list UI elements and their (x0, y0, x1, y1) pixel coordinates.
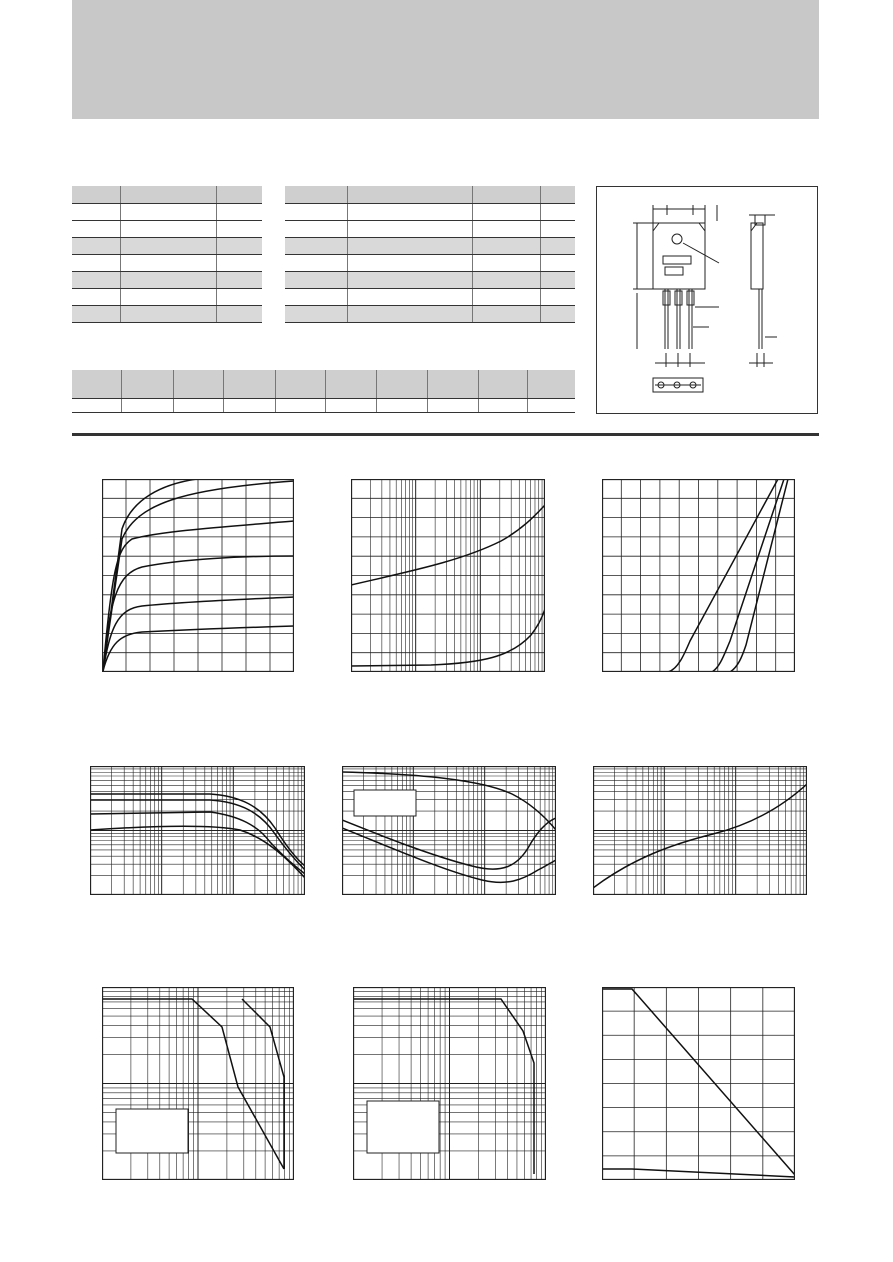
chart-2 (351, 479, 545, 672)
table-row (72, 288, 262, 305)
spec-table-bottom (72, 370, 575, 413)
chart-1-plot (102, 479, 294, 672)
chart-8-plot (353, 987, 546, 1180)
spec-table-middle (285, 186, 575, 323)
curve-2 (351, 609, 545, 666)
chart-2-plot (351, 479, 545, 672)
chart-8 (353, 987, 546, 1180)
curve-1 (351, 505, 545, 585)
curve-4 (103, 556, 294, 671)
spec-table-left (72, 186, 262, 323)
curve-6 (103, 626, 294, 671)
table-row (285, 186, 575, 203)
chart-3 (602, 479, 795, 672)
package-side-view (751, 223, 763, 289)
table-row (285, 305, 575, 322)
chart-6 (593, 766, 807, 895)
table-row (285, 220, 575, 237)
mounting-hole (672, 234, 682, 244)
table-row (285, 237, 575, 254)
legend-box (354, 790, 416, 816)
chart-1 (102, 479, 294, 672)
package-drawing (597, 187, 817, 413)
chart-4 (90, 766, 305, 895)
table-row (72, 203, 262, 220)
package-outline (596, 186, 818, 414)
legend-box (367, 1101, 439, 1153)
table-row (72, 398, 575, 412)
table-row (72, 237, 262, 254)
section-divider (72, 433, 819, 436)
table-row (285, 288, 575, 305)
chart-3-plot (602, 479, 795, 672)
chart-4-plot (90, 766, 305, 895)
curve-3 (342, 828, 556, 882)
chart-6-plot (593, 766, 807, 895)
table-row (72, 220, 262, 237)
table-row (285, 203, 575, 220)
curve-2 (90, 800, 305, 870)
curve-2 (103, 481, 294, 671)
chart-7-plot (102, 987, 294, 1180)
table-row (72, 254, 262, 271)
chart-5-plot (342, 766, 556, 895)
table-row (72, 271, 262, 288)
chart-5 (342, 766, 556, 895)
chart-9 (602, 987, 795, 1180)
curve-3 (90, 812, 305, 874)
table-row (72, 370, 575, 398)
table-row (285, 271, 575, 288)
table-row (72, 305, 262, 322)
header-band (72, 0, 819, 119)
chart-7 (102, 987, 294, 1180)
chart-9-plot (602, 987, 795, 1180)
curve-2 (342, 818, 556, 869)
curve-4 (90, 826, 305, 878)
curve-3 (103, 521, 294, 671)
table-row (72, 186, 262, 203)
table-row (285, 254, 575, 271)
legend-box (116, 1109, 188, 1153)
